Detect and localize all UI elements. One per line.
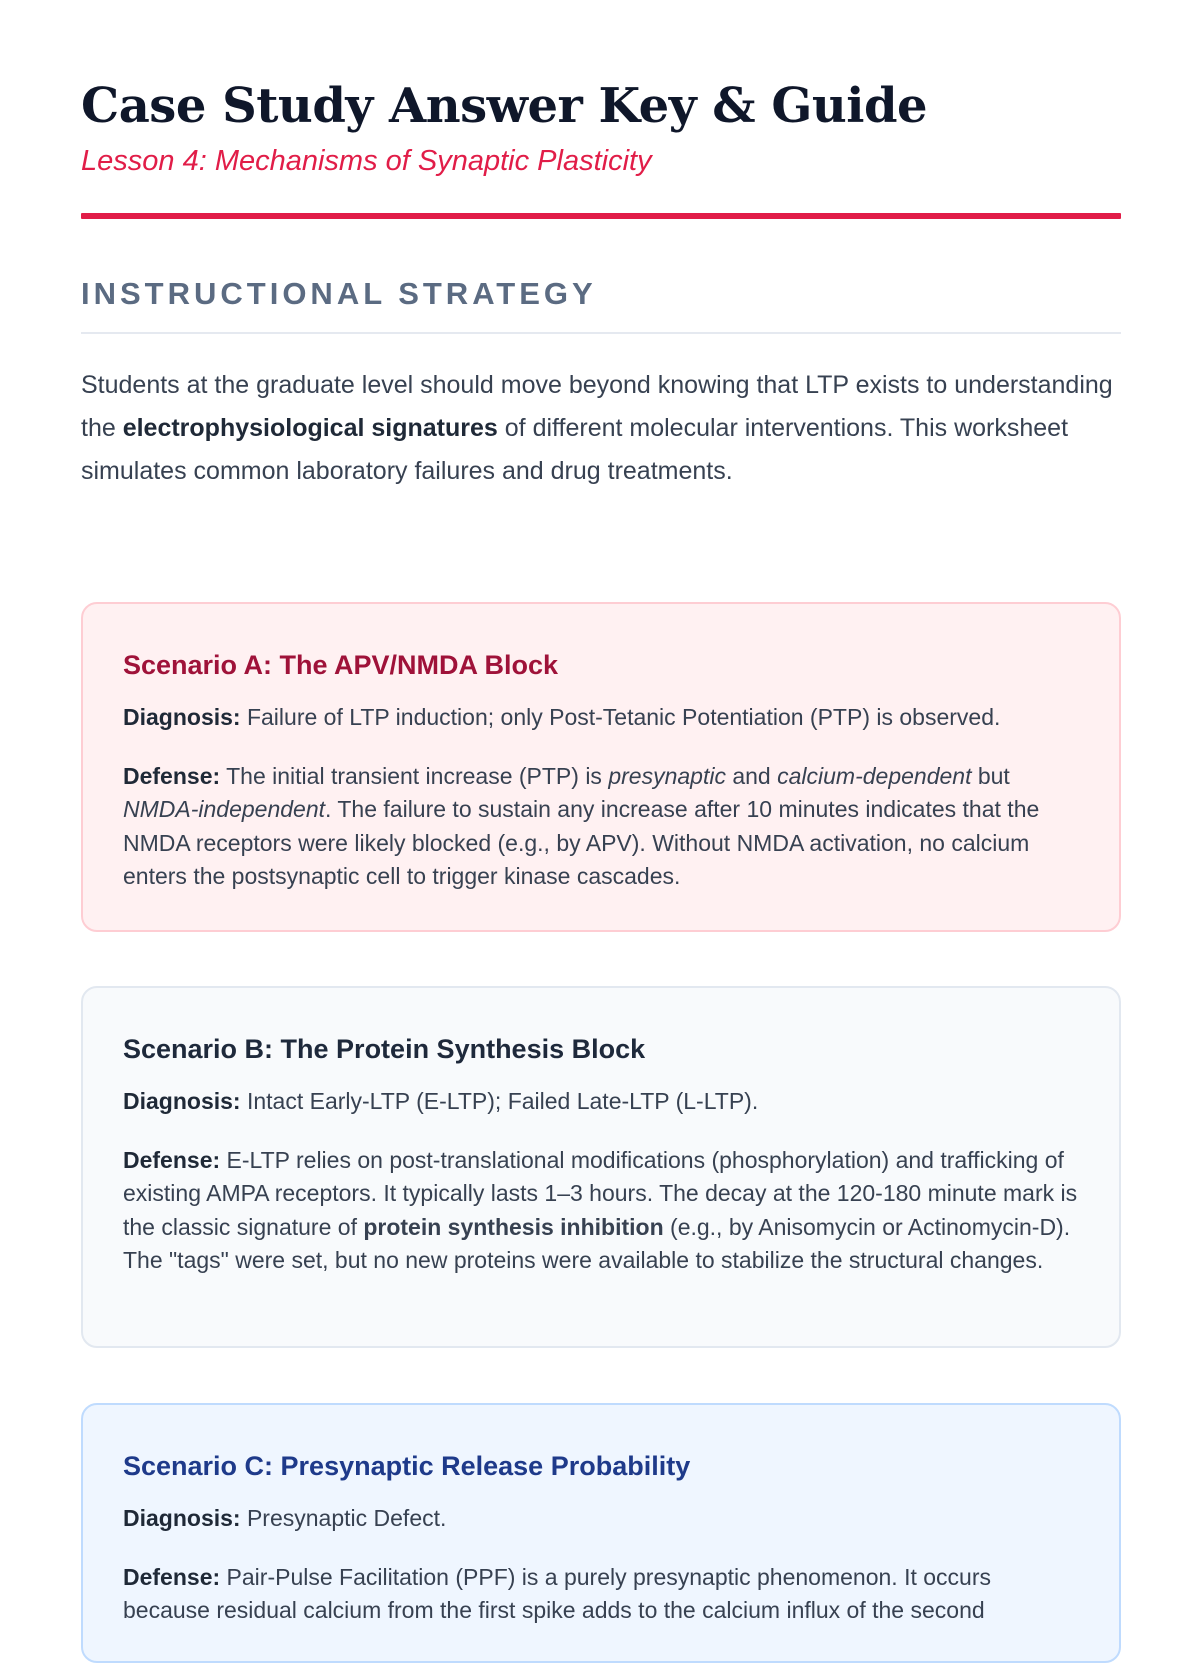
- diagnosis-label: Diagnosis:: [123, 1505, 241, 1531]
- defense-text: [123, 1144, 1079, 1278]
- defense-emphasis: NMDA-independent: [123, 796, 326, 822]
- defense-label: Defense:: [123, 762, 221, 789]
- section-divider: [81, 332, 1121, 334]
- page-title: Case Study Answer Key & Guide: [81, 78, 928, 134]
- defense-text: [123, 760, 1079, 894]
- defense-part: (e.g., by Anisomycin or Actinomycin-D). The "tags" were set, but no new proteins were available to stabilize the structural changes.: [123, 1213, 1071, 1273]
- scenario-title: Scenario B: The Protein Synthesis Block: [123, 1034, 646, 1064]
- defense-emphasis: presynaptic: [608, 762, 726, 789]
- intro-paragraph: [81, 364, 1121, 493]
- diagnosis-label: Diagnosis:: [123, 704, 241, 730]
- defense-label: Defense:: [123, 1563, 221, 1590]
- diagnosis-text: [123, 701, 1079, 735]
- defense-part: and: [725, 762, 778, 789]
- title-divider: [81, 213, 1121, 219]
- diagnosis-value: Intact Early-LTP (E-LTP); Failed Late-LTP (L-LTP).: [240, 1088, 759, 1114]
- defense-emphasis: protein synthesis inhibition: [363, 1213, 664, 1240]
- diagnosis-label: Diagnosis:: [123, 1088, 241, 1114]
- scenario-card-a: [81, 602, 1121, 932]
- scenario-card-c: [81, 1403, 1121, 1663]
- defense-part: . The failure to sustain any increase after 10 minutes indicates that the NMDA receptors were likely blocked (e.g., by APV). Without NMDA activation, no calcium enters the postsynaptic cell to trigger kinase cascades.: [123, 796, 1040, 889]
- scenario-title: Scenario C: Presynaptic Release Probability: [123, 1451, 691, 1481]
- intro-text-start: Students at the graduate level should move beyond knowing that LTP exists to understanding the: [81, 371, 1113, 442]
- diagnosis-value: Presynaptic Defect.: [240, 1505, 447, 1531]
- intro-text-end: of different molecular interventions. This worksheet simulates common laboratory failures and drug treatments.: [81, 414, 1069, 485]
- defense-part: but: [971, 762, 1010, 789]
- diagnosis-text: [123, 1502, 1079, 1536]
- defense-part: Pair-Pulse Facilitation (PPF) is a purely presynaptic phenomenon. It occurs because residual calcium from the first spike adds to the calcium influx of the second: [123, 1563, 991, 1623]
- scenario-card-b: [81, 986, 1121, 1348]
- defense-label: Defense:: [123, 1146, 221, 1173]
- defense-part: E-LTP relies on post-translational modifications (phosphorylation) and trafficking of existing AMPA receptors. It typically lasts 1–3 hours. The decay at the 120-180 minute mark is the classic signature of: [123, 1146, 1078, 1240]
- defense-part: The initial transient increase (PTP) is: [220, 762, 609, 789]
- intro-emphasis: electrophysiological signatures: [122, 414, 498, 442]
- diagnosis-value: Failure of LTP induction; only Post-Tetanic Potentiation (PTP) is observed.: [240, 704, 1001, 730]
- defense-emphasis: calcium-dependent: [777, 762, 972, 789]
- section-heading-strategy: INSTRUCTIONAL STRATEGY: [81, 276, 597, 311]
- scenario-title: Scenario A: The APV/NMDA Block: [123, 650, 559, 680]
- page-subtitle: Lesson 4: Mechanisms of Synaptic Plasticity: [81, 145, 652, 177]
- diagnosis-text: [123, 1085, 1079, 1119]
- defense-text: [123, 1561, 1079, 1628]
